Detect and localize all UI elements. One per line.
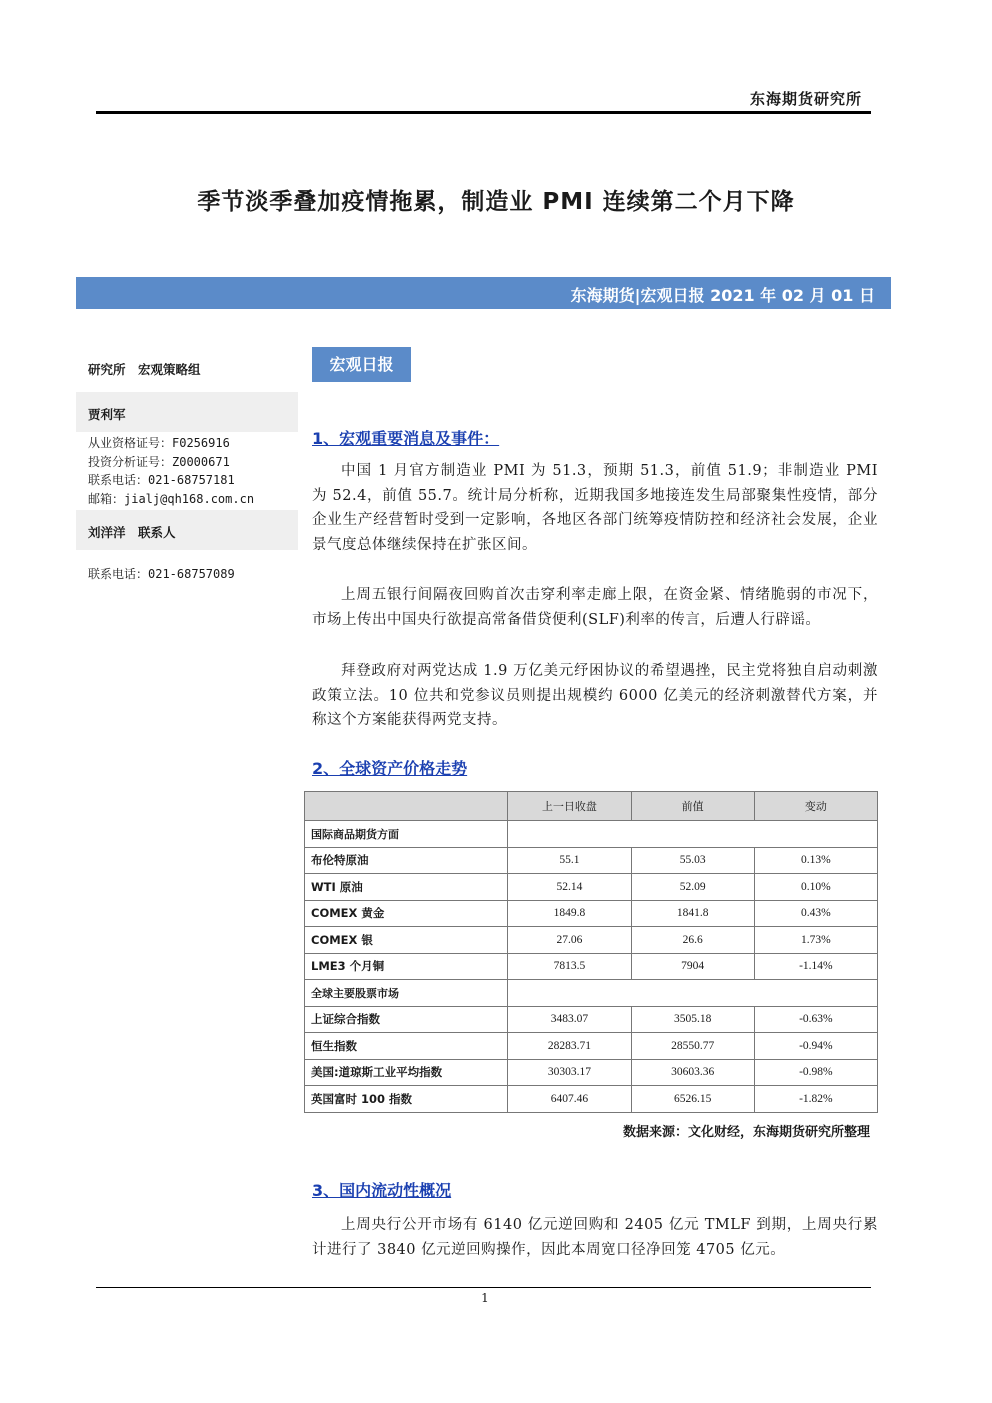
table-row [305,1059,878,1086]
asset-change: -0.98% [754,1059,877,1086]
asset-close: 7813.5 [508,953,631,980]
asset-close: 6407.46 [508,1086,631,1113]
table-header-row [305,792,878,821]
asset-close: 52.14 [508,874,631,901]
table-row [305,953,878,980]
asset-name: COMEX 银 [305,927,508,954]
asset-change: 1.73% [754,927,877,954]
banner-text: 东海期货|宏观日报 2021 年 02 月 01 日 [570,286,875,305]
asset-name: 英国富时 100 指数 [305,1086,508,1113]
asset-prev: 55.03 [631,847,754,874]
section2-heading: 2、全球资产价格走势 [312,759,468,778]
asset-name: 美国:道琼斯工业平均指数 [305,1059,508,1086]
asset-prev: 30603.36 [631,1059,754,1086]
analyst1-invest-cert: 投资分析证号：Z0000671 [88,455,230,469]
table-row [305,927,878,954]
col-header-close: 上一日收盘 [508,792,631,821]
section1-heading: 1、宏观重要消息及事件： [312,429,500,448]
table-row [305,874,878,901]
table-row [305,1086,878,1113]
asset-close: 3483.07 [508,1006,631,1033]
analyst1-email[interactable]: 邮箱：jialj@qh168.com.cn [88,492,255,506]
analyst1-cert: 从业资格证号：F0256916 [88,436,230,450]
table-group-row [305,980,878,1007]
asset-prev: 28550.77 [631,1033,754,1060]
asset-prev: 1841.8 [631,900,754,927]
analyst2-phone: 联系电话：021-68757089 [88,567,235,581]
asset-name: 恒生指数 [305,1033,508,1060]
section1-paragraph-3: 拜登政府对两党达成 1.9 万亿美元纾困协议的希望遇挫，民主党将独自启动刺激政策立法。10 位共和党参议员则提出规模约 6000 亿美元的经济刺激替代方案，并称这个方案能获得两党支持。 [312,663,878,728]
asset-change: 0.10% [754,874,877,901]
asset-change: -0.94% [754,1033,877,1060]
section3-heading: 3、国内流动性概况 [312,1181,452,1200]
sidebar-dept: 研究所 宏观策略组 [88,362,201,377]
table-row [305,1033,878,1060]
section1-paragraph-2: 上周五银行间隔夜回购首次击穿利率走廊上限，在资金紧、情绪脆弱的市况下，市场上传出中国央行欲提高常备借贷便利(SLF)利率的传言，后遭人行辟谣。 [312,587,878,628]
asset-prev: 26.6 [631,927,754,954]
asset-price-table [304,791,878,1113]
asset-close: 30303.17 [508,1059,631,1086]
asset-change: 0.13% [754,847,877,874]
analyst2-name: 刘洋洋 联系人 [88,525,176,540]
header-rule [96,111,871,114]
asset-close: 28283.71 [508,1033,631,1060]
asset-name: 布伦特原油 [305,847,508,874]
asset-name: COMEX 黄金 [305,900,508,927]
asset-prev: 7904 [631,953,754,980]
group-label: 全球主要股票市场 [305,980,508,1007]
report-banner [76,277,891,309]
group-label: 国际商品期货方面 [305,821,508,848]
table-row [305,900,878,927]
data-source-note: 数据来源：文化财经，东海期货研究所整理 [622,1125,870,1140]
asset-prev: 3505.18 [631,1006,754,1033]
table-group-row [305,821,878,848]
asset-prev: 52.09 [631,874,754,901]
asset-change: -0.63% [754,1006,877,1033]
col-header-blank [305,792,508,821]
asset-close: 27.06 [508,927,631,954]
org-name: 东海期货研究所 [749,90,862,108]
asset-change: -1.14% [754,953,877,980]
section1-paragraph-1: 中国 1 月官方制造业 PMI 为 51.3，预期 51.3，前值 51.9；非制造业 PMI 为 52.4，前值 55.7。统计局分析称，近期我国多地接连发生局部聚集性疫情，部分企业生产经营暂时受到一定影响，各地区各部门统筹疫情防控和经济社会发展，企业景气度总体继续保持在扩张区间。 [312,463,878,553]
asset-name: 上证综合指数 [305,1006,508,1033]
analyst1-name: 贾利军 [88,407,126,422]
col-header-change: 变动 [754,792,877,821]
table-row [305,1006,878,1033]
report-title: 季节淡季叠加疫情拖累，制造业 PMI 连续第二个月下降 [197,189,795,215]
col-header-prev: 前值 [631,792,754,821]
footer-rule [96,1287,871,1288]
asset-prev: 6526.15 [631,1086,754,1113]
asset-change: -1.82% [754,1086,877,1113]
section3-paragraph: 上周央行公开市场有 6140 亿元逆回购和 2405 亿元 TMLF 到期，上周央行累计进行了 3840 亿元逆回购操作，因此本周宽口径净回笼 4705 亿元。 [312,1217,878,1258]
asset-name: LME3 个月铜 [305,953,508,980]
asset-name: WTI 原油 [305,874,508,901]
report-type-tag: 宏观日报 [312,347,411,382]
asset-change: 0.43% [754,900,877,927]
analyst1-phone: 联系电话：021-68757181 [88,473,235,487]
page-number: 1 [481,1291,489,1305]
asset-close: 1849.8 [508,900,631,927]
asset-close: 55.1 [508,847,631,874]
table-row [305,847,878,874]
